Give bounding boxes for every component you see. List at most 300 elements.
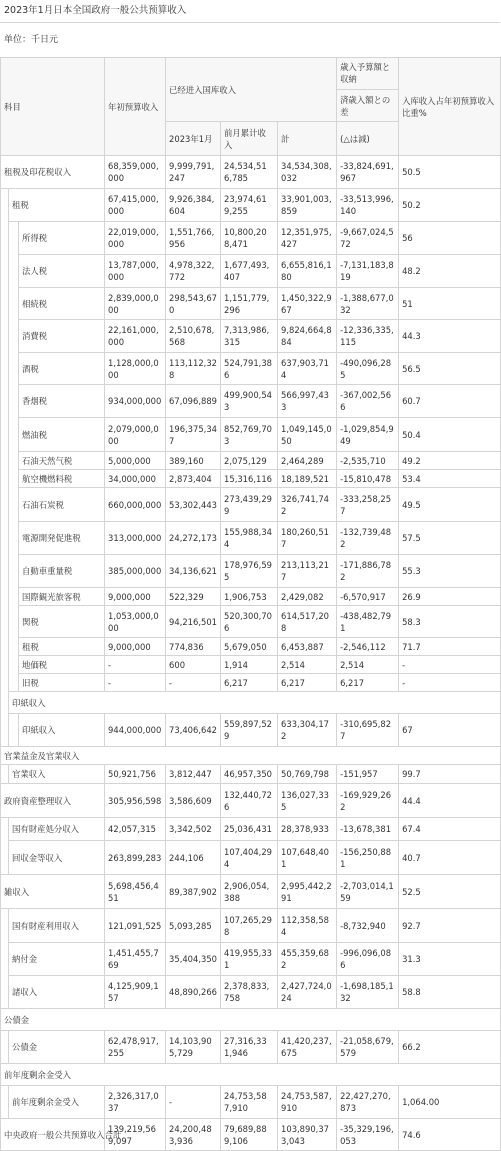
indent-cell [1,841,9,875]
cell-cumulative: 15,316,116 [221,470,278,488]
cell-cumulative: 107,404,294 [221,841,278,875]
table-row [1,189,501,222]
cell-diff: -438,482,791 [337,606,399,638]
unit-label: 单位：千日元 [4,35,59,45]
cell-budget: 385,000,000 [105,555,166,588]
cell-jan: 3,586,609 [166,784,221,818]
cell-total: 9,824,664,884 [278,320,337,353]
cell-budget: 22,161,000,000 [105,320,166,353]
cell-cumulative: 24,534,516,785 [221,156,278,189]
cell-cumulative: 155,988,344 [221,522,278,555]
row-label: 関税 [19,606,105,638]
cell-budget: 5,000,000 [105,452,166,470]
cell-jan: 3,342,502 [166,818,221,841]
cell-jan: 196,375,347 [166,418,221,452]
cell-total: 103,890,373,043 [278,1119,337,1151]
cell-ratio: 56.5 [399,353,501,385]
cell-total: 28,378,933 [278,818,337,841]
row-label: 諸収入 [9,976,105,1009]
cell-cumulative: 559,897,529 [221,714,278,747]
cell-ratio: 67 [399,714,501,747]
row-label: 回収金等収入 [9,841,105,875]
cell-total: 34,534,308,032 [278,156,337,189]
table-row [1,943,501,976]
cell-ratio: 60.7 [399,385,501,418]
cell-diff: -21,058,679,579 [337,1031,399,1064]
row-label: 自動車重量税 [19,555,105,588]
table-group-row [1,747,501,765]
header-cumulative: 前月累计收入 [221,122,278,156]
table-group-row [1,692,501,714]
row-label: 納付金 [9,943,105,976]
indent-cell [1,638,9,656]
cell-ratio: 26.9 [399,588,501,606]
cell-diff: -156,250,881 [337,841,399,875]
cell-ratio: 58.3 [399,606,501,638]
cell-budget: 42,057,315 [105,818,166,841]
row-label: 中央政府一般公共预算收入合計 [1,1119,105,1151]
header-diff-title: 歳入予算額と収納 [337,58,399,90]
cell-jan: 4,978,322,772 [166,255,221,288]
cell-total: 1,049,145,050 [278,418,337,452]
table-row [1,255,501,288]
cell-budget: 934,000,000 [105,385,166,418]
cell-budget: 50,921,756 [105,765,166,784]
indent-cell [9,320,19,353]
indent-cell [1,353,9,385]
indent-cell [1,555,9,588]
indent-cell [1,320,9,353]
table-row [1,1031,501,1064]
indent-cell [1,976,9,1009]
cell-total: 6,655,816,180 [278,255,337,288]
table-row [1,385,501,418]
indent-cell [1,288,9,320]
cell-ratio: 44.3 [399,320,501,353]
revenue-table [0,57,501,1151]
cell-diff: -490,096,285 [337,353,399,385]
cell-ratio: 48.2 [399,255,501,288]
table-row [1,714,501,747]
cell-ratio: 51 [399,288,501,320]
cell-jan: 24,200,483,936 [166,1119,221,1151]
row-label: 石油石炭税 [19,488,105,522]
table-row [1,288,501,320]
indent-cell [9,488,19,522]
row-label: 電源開発促進税 [19,522,105,555]
cell-total: 2,514 [278,656,337,674]
row-label: 国際観光旅客税 [19,588,105,606]
cell-cumulative: 524,791,386 [221,353,278,385]
cell-cumulative: 5,679,050 [221,638,278,656]
cell-budget: 62,478,917,255 [105,1031,166,1064]
cell-diff: -35,329,196,053 [337,1119,399,1151]
header-received: 已经进入国库收入 [166,58,337,122]
cell-jan: 73,406,642 [166,714,221,747]
indent-cell [1,189,9,222]
cell-budget: 2,326,317,037 [105,1086,166,1119]
cell-jan: 94,216,501 [166,606,221,638]
cell-jan: 24,272,173 [166,522,221,555]
indent-cell [1,452,9,470]
indent-cell [9,288,19,320]
table-row [1,522,501,555]
table-row [1,765,501,784]
table-row [1,470,501,488]
cell-total: 107,648,401 [278,841,337,875]
table-row [1,156,501,189]
cell-ratio: 40.7 [399,841,501,875]
cell-total: 6,453,887 [278,638,337,656]
cell-cumulative: 852,769,703 [221,418,278,452]
row-label: 相続税 [19,288,105,320]
indent-cell [1,1086,9,1119]
cell-cumulative: 1,906,753 [221,588,278,606]
cell-budget: 9,000,000 [105,588,166,606]
cell-cumulative: 178,976,595 [221,555,278,588]
cell-ratio: 58.8 [399,976,501,1009]
cell-jan: 2,510,678,568 [166,320,221,353]
row-label: 官業収入 [9,765,105,784]
table-row [1,784,501,818]
cell-ratio: 49.5 [399,488,501,522]
cell-jan: 3,812,447 [166,765,221,784]
cell-ratio: - [399,656,501,674]
cell-diff: -1,698,185,132 [337,976,399,1009]
cell-jan: 9,926,384,604 [166,189,221,222]
cell-total: 33,901,003,859 [278,189,337,222]
cell-ratio: 67.4 [399,818,501,841]
cell-cumulative: 2,378,833,758 [221,976,278,1009]
cell-diff: -2,546,112 [337,638,399,656]
cell-ratio: 50.4 [399,418,501,452]
cell-cumulative: 499,900,543 [221,385,278,418]
cell-jan: 298,543,670 [166,288,221,320]
table-row [1,841,501,875]
row-label: 所得税 [19,222,105,255]
indent-cell [1,714,9,747]
cell-diff: -169,929,262 [337,784,399,818]
cell-jan: 1,551,766,956 [166,222,221,255]
cell-cumulative: 27,316,331,946 [221,1031,278,1064]
row-label: 租税 [9,189,105,222]
indent-cell [1,943,9,976]
header-diff-sign: (△は減) [337,122,399,156]
indent-cell [9,606,19,638]
row-label: 酒税 [19,353,105,385]
table-row [1,638,501,656]
row-label: 政府資産整理収入 [1,784,105,818]
cell-cumulative: 520,300,706 [221,606,278,638]
cell-cumulative: 79,689,889,106 [221,1119,278,1151]
cell-total: 180,260,517 [278,522,337,555]
cell-diff: -9,667,024,572 [337,222,399,255]
cell-cumulative: 1,914 [221,656,278,674]
indent-cell [1,255,9,288]
cell-total: 2,995,442,291 [278,875,337,909]
indent-cell [9,255,19,288]
cell-ratio: 50.2 [399,189,501,222]
table-row [1,452,501,470]
cell-budget: 313,000,000 [105,522,166,555]
indent-cell [9,452,19,470]
cell-ratio: 1,064.00 [399,1086,501,1119]
cell-jan: 2,873,404 [166,470,221,488]
cell-budget: 2,079,000,000 [105,418,166,452]
table-row [1,976,501,1009]
cell-jan: 522,329 [166,588,221,606]
cell-diff: -1,029,854,949 [337,418,399,452]
cell-budget: 4,125,909,157 [105,976,166,1009]
cell-total: 112,358,584 [278,909,337,943]
cell-diff: -333,258,257 [337,488,399,522]
cell-jan: 600 [166,656,221,674]
cell-jan: 53,302,443 [166,488,221,522]
cell-jan: 35,404,350 [166,943,221,976]
row-label: 国有財産処分収入 [9,818,105,841]
cell-diff: -367,002,566 [337,385,399,418]
table-row [1,875,501,909]
row-label: 地価税 [19,656,105,674]
cell-ratio: 49.2 [399,452,501,470]
cell-diff: -310,695,827 [337,714,399,747]
cell-budget: 660,000,000 [105,488,166,522]
cell-total: 136,027,335 [278,784,337,818]
cell-cumulative: 107,265,298 [221,909,278,943]
cell-diff: -13,678,381 [337,818,399,841]
indent-cell [1,488,9,522]
indent-cell [1,222,9,255]
indent-cell [1,522,9,555]
cell-ratio: 74.6 [399,1119,501,1151]
header-budget: 年初预算收入 [105,58,166,156]
cell-ratio: 92.7 [399,909,501,943]
header-diff-sub: 済歳入額との差 [337,90,399,122]
row-label: 旧税 [19,674,105,692]
cell-total: 213,113,217 [278,555,337,588]
indent-cell [9,222,19,255]
row-label: 前年度剰余金受入 [1,1064,501,1086]
indent-cell [1,818,9,841]
row-label: 香烟税 [19,385,105,418]
cell-cumulative: 419,955,331 [221,943,278,976]
cell-jan: 774,836 [166,638,221,656]
cell-ratio: 31.3 [399,943,501,976]
indent-cell [1,470,9,488]
cell-total: 18,189,521 [278,470,337,488]
indent-cell [9,418,19,452]
table-row [1,588,501,606]
row-label: 公債金 [9,1031,105,1064]
table-row [1,909,501,943]
cell-ratio: 44.4 [399,784,501,818]
cell-cumulative: 46,957,350 [221,765,278,784]
cell-ratio: 55.3 [399,555,501,588]
indent-cell [1,588,9,606]
table-row [1,606,501,638]
indent-cell [1,674,9,692]
cell-total: 24,753,587,910 [278,1086,337,1119]
cell-jan: 389,160 [166,452,221,470]
table-row [1,222,501,255]
cell-jan: 113,112,328 [166,353,221,385]
cell-cumulative: 2,075,129 [221,452,278,470]
cell-budget: 2,839,000,000 [105,288,166,320]
table-row [1,674,501,692]
cell-jan: 5,093,285 [166,909,221,943]
indent-cell [1,692,9,714]
row-label: 官業益金及官業収入 [1,747,501,765]
cell-cumulative: 2,906,054,388 [221,875,278,909]
cell-budget: 1,053,000,000 [105,606,166,638]
indent-cell [1,656,9,674]
cell-budget: 13,787,000,000 [105,255,166,288]
row-label: 印紙収入 [19,714,105,747]
cell-cumulative: 24,753,587,910 [221,1086,278,1119]
row-label: 租税及印花税収入 [1,156,105,189]
cell-cumulative: 1,677,493,407 [221,255,278,288]
cell-diff: -7,131,183,819 [337,255,399,288]
cell-ratio: 71.7 [399,638,501,656]
indent-cell [1,909,9,943]
cell-jan: 48,890,266 [166,976,221,1009]
cell-ratio: 50.5 [399,156,501,189]
cell-total: 12,351,975,427 [278,222,337,255]
cell-budget: - [105,674,166,692]
cell-jan: - [166,674,221,692]
indent-cell [9,385,19,418]
cell-budget: 5,698,456,451 [105,875,166,909]
cell-ratio: 52.5 [399,875,501,909]
cell-diff: -132,739,482 [337,522,399,555]
cell-total: 41,420,237,675 [278,1031,337,1064]
indent-cell [9,470,19,488]
cell-total: 2,427,724,024 [278,976,337,1009]
cell-diff: 2,514 [337,656,399,674]
cell-diff: -12,336,335,115 [337,320,399,353]
cell-total: 50,769,798 [278,765,337,784]
row-label: 法人税 [19,255,105,288]
cell-jan: 34,136,621 [166,555,221,588]
cell-jan: 89,387,902 [166,875,221,909]
table-group-row [1,1064,501,1086]
cell-jan: 14,103,905,729 [166,1031,221,1064]
row-label: 石油天然气税 [19,452,105,470]
header-ratio: 入库收入占年初预算收入比重% [399,58,501,156]
cell-total: 614,517,208 [278,606,337,638]
cell-cumulative: 25,036,431 [221,818,278,841]
cell-budget: 139,219,569,097 [105,1119,166,1151]
table-group-row [1,1009,501,1031]
cell-total: 566,997,433 [278,385,337,418]
row-label: 雑収入 [1,875,105,909]
cell-diff: -33,513,996,140 [337,189,399,222]
row-label: 印紙収入 [9,692,501,714]
table-row [1,353,501,385]
cell-jan: 244,106 [166,841,221,875]
indent-cell [9,674,19,692]
cell-budget: 263,899,283 [105,841,166,875]
row-label: 租税 [19,638,105,656]
page-title: 2023年1月日本全国政府一般公共预算收入 [0,0,500,23]
table-row [1,656,501,674]
cell-diff: -171,886,782 [337,555,399,588]
cell-diff: -33,824,691,967 [337,156,399,189]
cell-cumulative: 7,313,986,315 [221,320,278,353]
cell-cumulative: 6,217 [221,674,278,692]
cell-ratio: 53.4 [399,470,501,488]
cell-total: 1,450,322,967 [278,288,337,320]
indent-cell [9,522,19,555]
row-label: 国有財産利用収入 [9,909,105,943]
cell-budget: 9,000,000 [105,638,166,656]
cell-budget: - [105,656,166,674]
row-label: 公債金 [1,1009,501,1031]
cell-ratio: 66.2 [399,1031,501,1064]
cell-budget: 68,359,000,000 [105,156,166,189]
cell-total: 6,217 [278,674,337,692]
indent-cell [9,638,19,656]
cell-diff: -6,570,917 [337,588,399,606]
table-row [1,818,501,841]
indent-cell [1,418,9,452]
cell-jan: 9,999,791,247 [166,156,221,189]
cell-diff: -15,810,478 [337,470,399,488]
table-row [1,1119,501,1151]
cell-cumulative: 132,440,726 [221,784,278,818]
cell-diff: -2,535,710 [337,452,399,470]
table-row [1,320,501,353]
cell-budget: 34,000,000 [105,470,166,488]
cell-total: 455,359,682 [278,943,337,976]
cell-total: 633,304,172 [278,714,337,747]
header-total: 計 [278,122,337,156]
row-label: 消費税 [19,320,105,353]
cell-total: 2,464,289 [278,452,337,470]
row-label: 燃油税 [19,418,105,452]
indent-cell [1,385,9,418]
cell-diff: -2,703,014,159 [337,875,399,909]
cell-jan: 67,096,889 [166,385,221,418]
indent-cell [9,353,19,385]
cell-total: 2,429,082 [278,588,337,606]
indent-cell [9,588,19,606]
cell-budget: 1,451,455,769 [105,943,166,976]
cell-cumulative: 10,800,208,471 [221,222,278,255]
cell-diff: -151,957 [337,765,399,784]
cell-ratio: 56 [399,222,501,255]
table-row [1,418,501,452]
cell-diff: -996,096,086 [337,943,399,976]
cell-total: 326,741,742 [278,488,337,522]
cell-budget: 22,019,000,000 [105,222,166,255]
row-label: 前年度剰余金受入 [9,1086,105,1119]
indent-cell [1,606,9,638]
row-label: 航空機燃料税 [19,470,105,488]
table-row [1,555,501,588]
cell-ratio: - [399,674,501,692]
cell-budget: 305,956,598 [105,784,166,818]
cell-budget: 1,128,000,000 [105,353,166,385]
cell-ratio: 57.5 [399,522,501,555]
cell-diff: -1,388,677,032 [337,288,399,320]
cell-ratio: 99.7 [399,765,501,784]
cell-cumulative: 273,439,299 [221,488,278,522]
cell-budget: 67,415,000,000 [105,189,166,222]
header-jan: 2023年1月 [166,122,221,156]
table-row [1,1086,501,1119]
cell-total: 637,903,714 [278,353,337,385]
